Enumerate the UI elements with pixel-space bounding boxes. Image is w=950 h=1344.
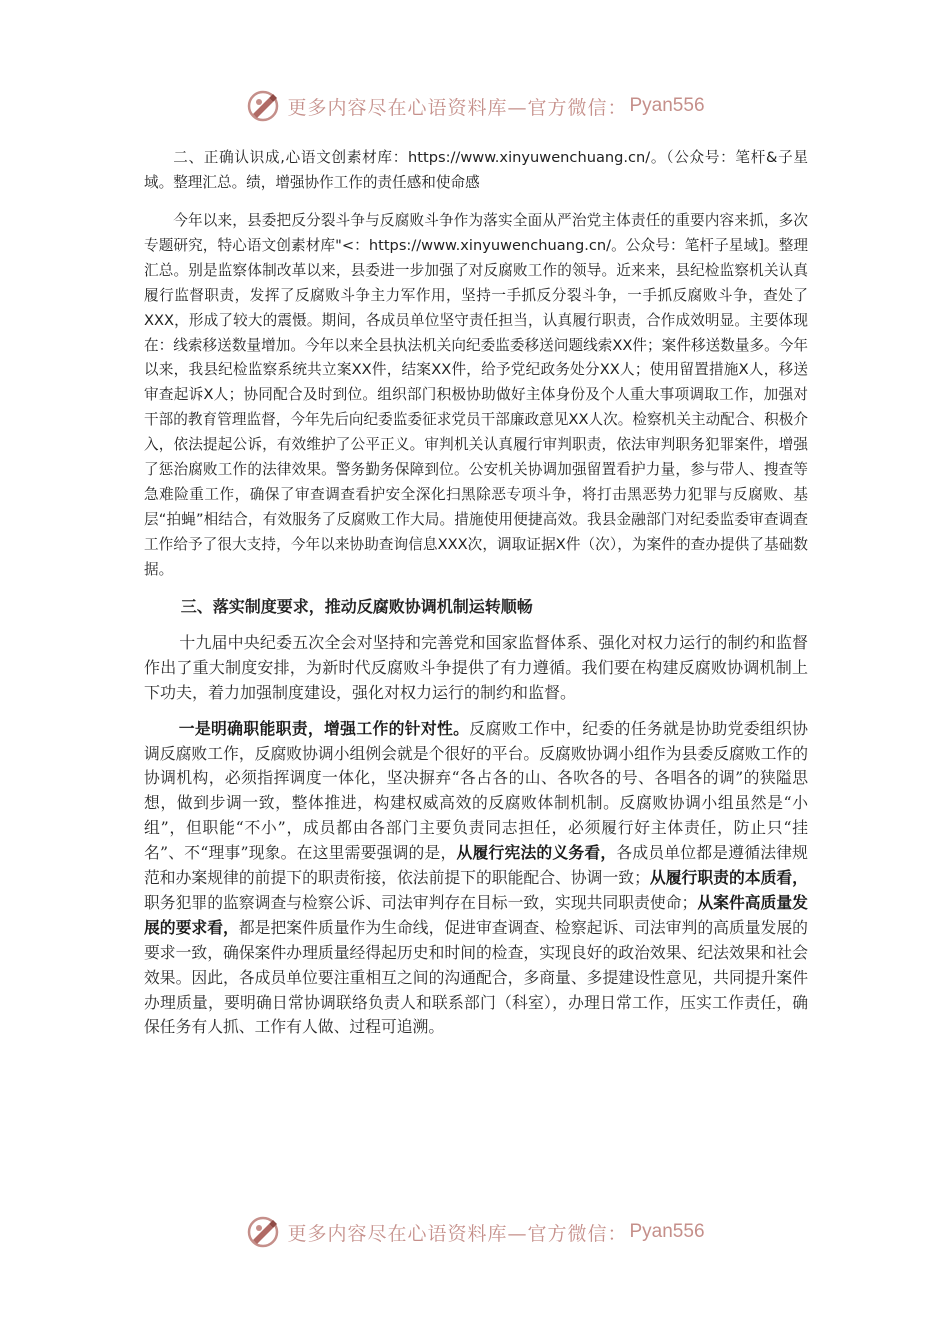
text-segment-2: 各成员单位都是遵循法律规范和办案规律的前提下的职责衔接，依法前提下的职能配合、协调一致； xyxy=(144,843,808,888)
watermark-text: 更多内容尽在心语资料库—官方微信： xyxy=(287,96,628,119)
watermark-logo-icon xyxy=(245,1214,281,1250)
paragraph-achievements: 今年以来，县委把反分裂斗争与反腐败斗争作为落实全面从严治党主体责任的重要内容来抓，多次专题研究，特心语文创素材库"<：https://www.xinyuwenchuang.cn/。公众号：笔杆子星域]。整理汇总。别是监察体制改革以来，县委进一步加强了对反腐败工作的领导。近来来，县纪检监察机关认真履行监督职责，发挥了反腐败斗争主力军作用，坚持一手抓反分裂斗争，一手抓反腐败斗争，查处了XXX，形成了较大的震慑。期间，各成员单位坚守责任担当，认真履行职责，合作成效明显。主要体现在：线索移送数量增加。今年以来全县执法机关向纪委监委移送问题线索XX件；案件移送数量多。今年以来，我县纪检监察系统共立案XX件，结案XX件，给予党纪政务处分XX人；使用留置措施X人，移送审查起诉X人；协同配合及时到位。组织部门积极协助做好主体身份及个人重大事项调取工作，加强对干部的教育管理监督，今年先后向纪委监委征求党员干部廉政意见XX人次。检察机关主动配合、积极介入，依法提起公诉，有效维护了公平正义。审判机关认真履行审判职责，依法审判职务犯罪案件，增强了惩治腐败工作的法律效果。警务勤务保障到位。公安机关协调加强留置看护力量，参与带人、搜查等急难险重工作，确保了审查调查看护安全深化扫黑除恶专项斗争，将打击黑恶势力犯罪与反腐败、基层“拍蝇”相结合，有效服务了反腐败工作大局。措施使用便捷高效。我县金融部门对纪委监委审查调查工作给予了很大支持，今年以来协助查询信息XXX次，调取证据X件（次），为案件的查办提供了基础数据。 xyxy=(144,212,808,578)
document-body xyxy=(144,146,808,1040)
paragraph-intro: 十九届中央纪委五次全会对坚持和完善党和国家监督体系、强化对权力运行的制约和监督作出了重大制度安排，为新时代反腐败斗争提供了有力遵循。我们要在构建反腐败协调机制上下功夫，着力加强制度建设，强化对权力运行的制约和监督。 xyxy=(144,632,808,702)
watermark-id: Pyan556 xyxy=(629,95,705,116)
bold-segment-2: 从履行职责的本质看， xyxy=(649,868,808,888)
bold-segment-1: 从履行宪法的义务看， xyxy=(456,843,617,863)
watermark-top xyxy=(0,84,950,128)
watermark-id: Pyan556 xyxy=(629,1221,705,1242)
lead-bold: 一是明确职能职责，增强工作的针对性。 xyxy=(178,718,470,738)
paragraph-duties xyxy=(144,717,808,1041)
paragraph-section-two-heading: 二、正确认识成,心语文创素材库：https://www.xinyuwenchuang.cn/。（公众号：笔杆&子星域。整理汇总。绩，增强协作工作的责任感和使命感 xyxy=(144,149,808,191)
watermark-text: 更多内容尽在心语资料库—官方微信： xyxy=(287,1222,628,1245)
text-segment-4: 都是把案件质量作为生命线，促进审查调查、检察起诉、司法审判的高质量发展的要求一致，确保案件办理质量经得起历史和时间的检查，实现良好的政治效果、纪法效果和社会效果。因此，各成员单位要注重相互之间的沟通配合，多商量、多提建设性意见，共同提升案件办理质量，要明确日常协调联络负责人和联系部门（科室），办理日常工作，压实工作责任，确保任务有人抓、工作有人做、过程可追溯。 xyxy=(144,917,808,1037)
text-segment-3: 职务犯罪的监察调查与检察公诉、司法审判存在目标一致，实现共同职责使命； xyxy=(144,892,698,912)
text-segment-1: 反腐败工作中，纪委的任务就是协助党委组织协调反腐败工作，反腐败协调小组例会就是个很好的平台。反腐败协调小组作为县委反腐败工作的协调机构，必须指挥调度一体化，坚决摒弃“各占各的山、各吹各的号、各唱各的调”的狭隘思想，做到步调一致，整体推进，构建权威高效的反腐败体制机制。反腐败协调小组虽然是“小组”，但职能“不小”，成员都由各部门主要负责同志担任，必须履行好主体责任，防止只“挂名”、不“理事”现象。在这里需要强调的是， xyxy=(144,718,808,863)
watermark-logo-icon xyxy=(245,88,281,124)
bold-segment-3: 从案件高质量发展的要求看， xyxy=(144,892,808,937)
section-three-heading: 三、落实制度要求，推动反腐败协调机制运转顺畅 xyxy=(180,596,533,616)
watermark-bottom xyxy=(0,1210,950,1254)
